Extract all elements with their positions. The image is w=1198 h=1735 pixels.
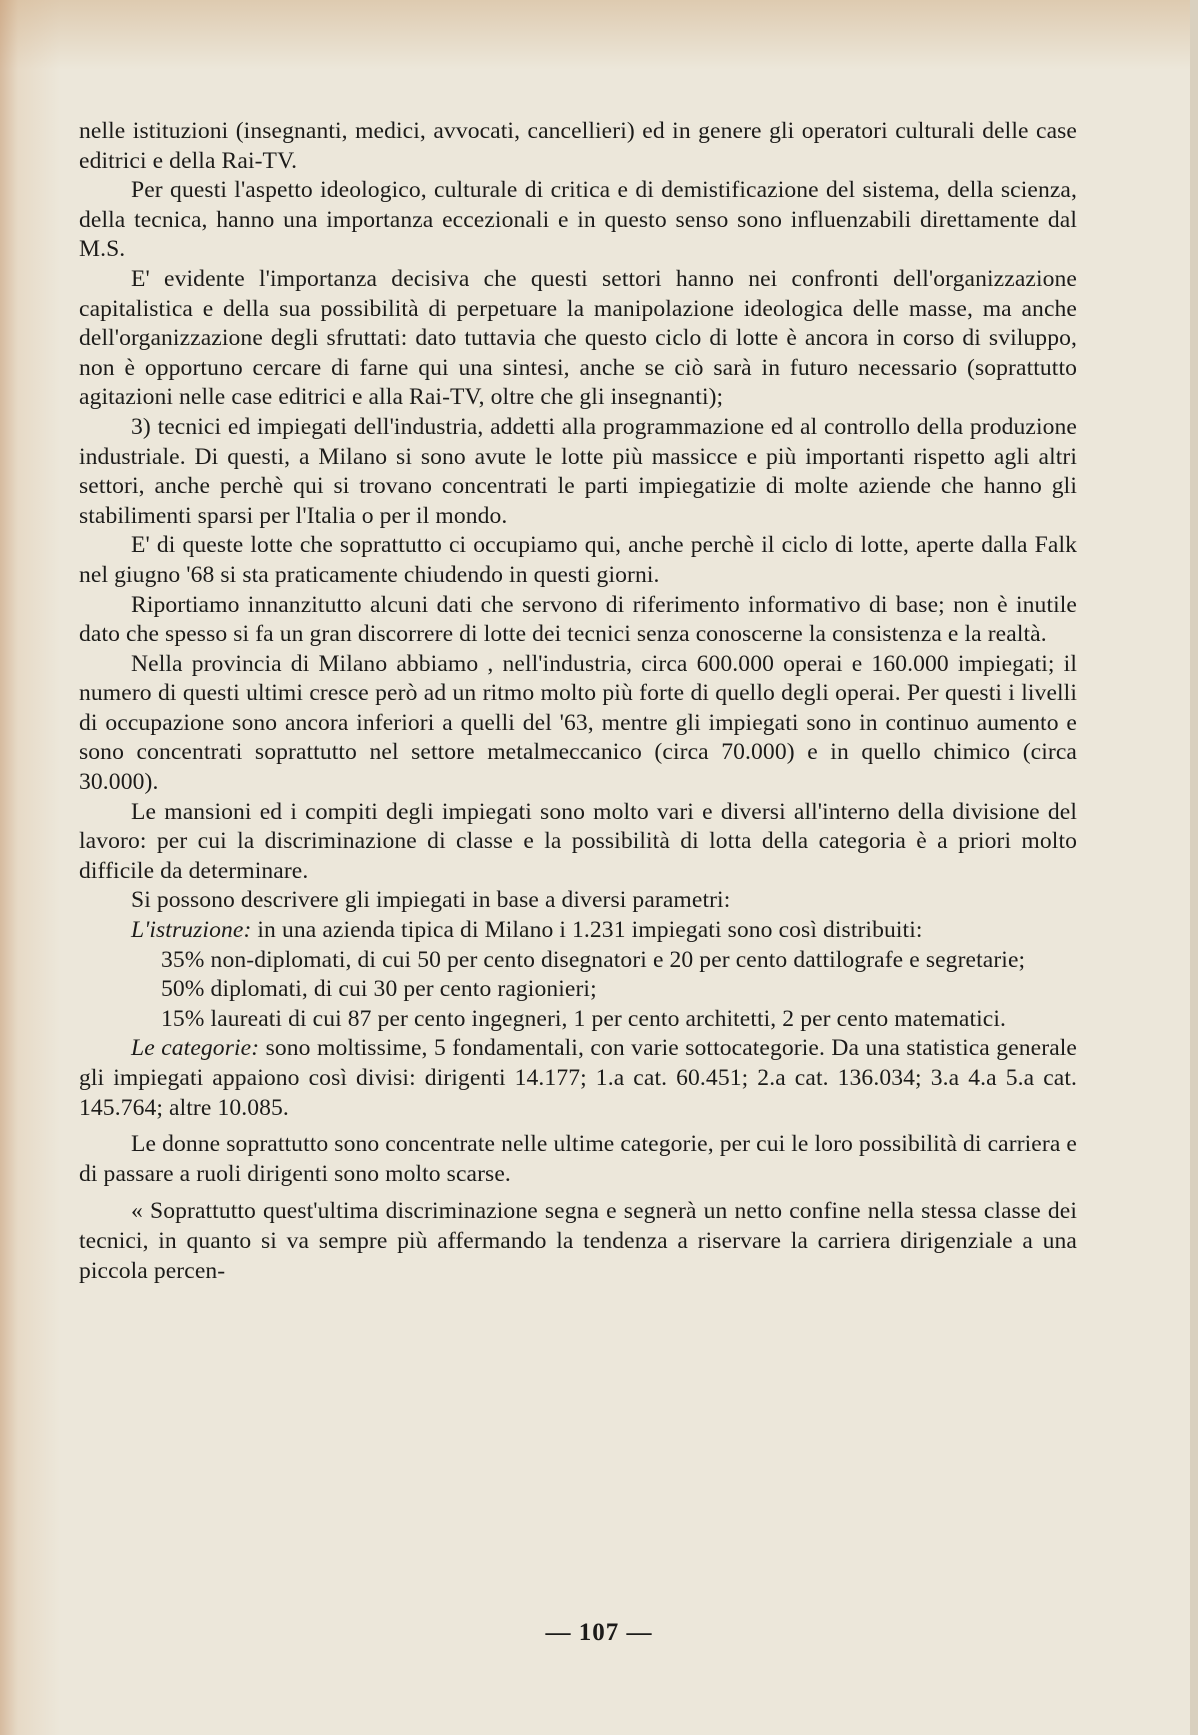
- paragraph-dati: Riportiamo innanzitutto alcuni dati che servono di riferimento informativo di base; non è inutile dato che spesso si fa un gran discorrere di lotte dei tecnici senza conoscerne la consistenza e la realtà.: [79, 591, 1077, 648]
- paragraph-parametri: Si possono descrivere gli impiegati in base a diversi parametri:: [131, 887, 731, 914]
- paragraph-importanza: E' evidente l'importanza decisiva che questi settori hanno nei confronti dell'organizzazione capitalistica e della sua possibilità di perpetuare la manipolazione ideologica delle masse, ma anche dell'organizzazione degli sfruttati: dato tuttavia che questo ciclo di lotte è ancora in corso di sviluppo, non è opportuno cercare di farne qui una sintesi, anche se ciò sarà in futuro necessario (soprattutto agitazioni nelle case editrici e alla Rai-TV, oltre che gli insegnanti);: [79, 265, 1077, 411]
- paragraph-categorie: [79, 1034, 1077, 1123]
- paragraph-lotte: E' di queste lotte che soprattutto ci occupiamo qui, anche perchè il ciclo di lotte, aperte dalla Falk nel giugno '68 si sta praticamente chiudendo in questi giorni.: [79, 532, 1077, 588]
- list-item-diplomati: 50% diplomati, di cui 30 per cento ragionieri;: [161, 976, 597, 1003]
- list-item-laureati: 15% laureati di cui 87 per cento ingegneri, 1 per cento architetti, 2 per cento matematici.: [161, 1005, 1007, 1032]
- istruzione-label: L'istruzione:: [131, 917, 252, 944]
- categorie-label: Le categorie:: [131, 1035, 260, 1062]
- paragraph-donne: Le donne soprattutto sono concentrate nelle ultime categorie, per cui le loro possibilità di carriera e di passare a ruoli dirigenti sono molto scarse.: [79, 1131, 1077, 1187]
- paragraph-aspetto-ideologico: Per questi l'aspetto ideologico, culturale di critica e di demistificazione del sistema, della scienza, della tecnica, hanno una importanza eccezionali e in questo senso sono influenzabili direttamente dal M.S.: [79, 177, 1077, 263]
- body-text: [79, 117, 1077, 1286]
- paragraph-tecnici-impiegati: 3) tecnici ed impiegati dell'industria, addetti alla programmazione ed al controllo della produzione industriale. Di questi, a Milano si sono avute le lotte più massicce e più importanti rispetto agli altri settori, anche perchè qui si trovano concentrati le parti impiegatizie di molte aziende che hanno gli stabilimenti sparsi per l'Italia o per il mondo.: [79, 413, 1077, 529]
- page-number: — 107 —: [545, 1619, 653, 1646]
- categorie-text: sono moltissime, 5 fondamentali, con varie sottocategorie. Da una statistica generale gli impiegati appaiono così divisi: dirigenti 14.177; 1.a cat. 60.451; 2.a cat. 136.034; 3.a 4.a 5.a cat. 145.764; altre 10.085.: [79, 1035, 1077, 1121]
- istruzione-text: in una azienda tipica di Milano i 1.231 impiegati sono così distribuiti:: [251, 917, 923, 944]
- paragraph-provincia-milano: Nella provincia di Milano abbiamo , nell'industria, circa 600.000 operai e 160.000 impiegati; il numero di questi ultimi cresce però ad un ritmo molto più forte di quello degli operai. Per questi i livelli di occupazione sono ancora inferiori a quelli del '63, mentre gli impiegati sono in continuo aumento e sono concentrati soprattutto nel settore metalmeccanico (circa 70.000) e in quello chimico (circa 30.000).: [79, 650, 1077, 796]
- paragraph-citazione: « Soprattutto quest'ultima discriminazione segna e segnerà un netto confine nella stessa classe dei tecnici, in quanto si va sempre più affermando la tendenza a riservare la carriera dirigenziale a una piccola percen-: [79, 1198, 1077, 1284]
- paragraph-istruzione: [79, 916, 1077, 946]
- list-item-non-diplomati: 35% non-diplomati, di cui 50 per cento disegnatori e 20 per cento dattilografe e segretarie;: [161, 946, 1026, 973]
- paragraph-intro: nelle istituzioni (insegnanti, medici, avvocati, cancellieri) ed in genere gli operatori culturali delle case editrici e della Rai-TV.: [79, 118, 1077, 174]
- paragraph-mansioni: Le mansioni ed i compiti degli impiegati sono molto vari e diversi all'interno della divisione del lavoro: per cui la discriminazione di classe e la possibilità di lotta della categoria è a priori molto difficile da determinare.: [79, 798, 1077, 884]
